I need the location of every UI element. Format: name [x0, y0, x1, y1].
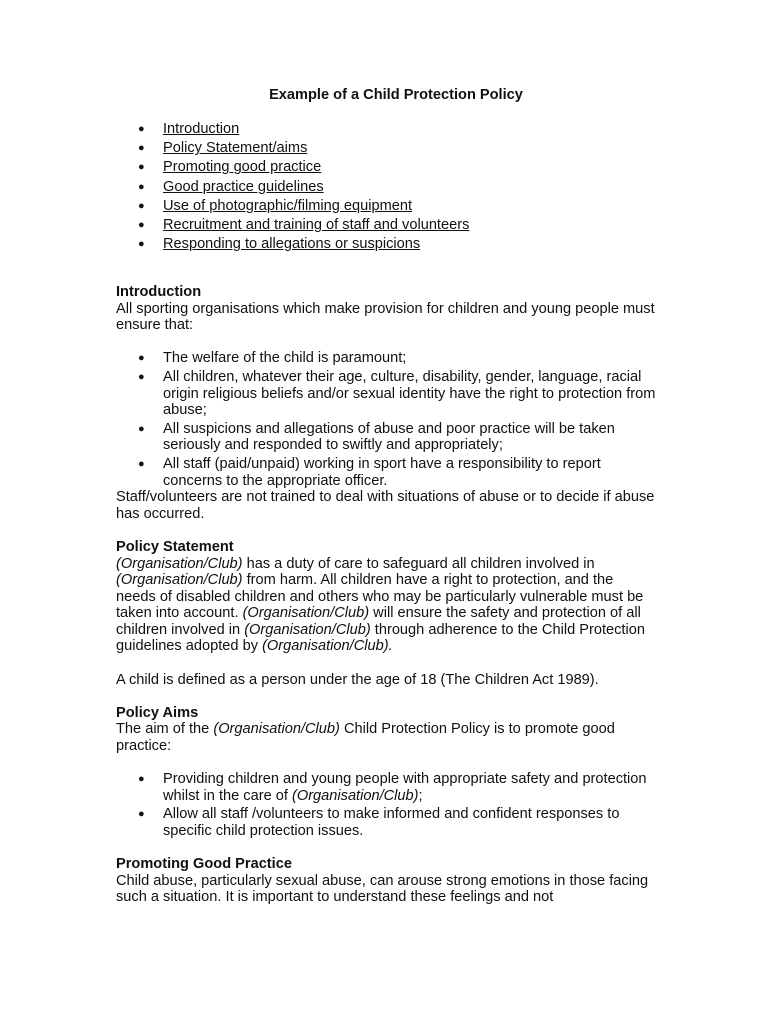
promoting-heading: Promoting Good Practice: [116, 856, 292, 873]
bullet-icon: ●: [138, 352, 145, 365]
bullet-icon: ●: [138, 218, 145, 231]
bullet-icon: ●: [138, 457, 145, 470]
list-item: ● The welfare of the child is paramount;: [138, 350, 407, 367]
toc-item-guidelines: [116, 179, 469, 198]
list-item: ● Providing children and young people with appropriate safety and protection whilst in the care of (Organisation/Club);: [138, 771, 647, 804]
list-item: ● All suspicions and allegations of abuse and poor practice will be taken seriously and responded to swiftly and appropriately;: [138, 420, 615, 454]
bullet-icon: ●: [138, 370, 145, 383]
introduction-lead: All sporting organisations which make provision for children and young people must ensure that:: [116, 300, 655, 334]
toc-item-introduction: [116, 121, 469, 140]
policy-aims-heading: Policy Aims: [116, 704, 199, 721]
list-item: ● All staff (paid/unpaid) working in sport have a responsibility to report concerns to the appropriate officer.: [138, 455, 601, 489]
toc-link-introduction[interactable]: Introduction: [163, 121, 240, 137]
child-definition: A child is defined as a person under the age of 18 (The Children Act 1989).: [116, 671, 599, 688]
toc-link-promoting[interactable]: Promoting good practice: [163, 159, 322, 176]
toc-link-photographic[interactable]: Use of photographic/filming equipment: [163, 197, 413, 214]
introduction-heading: Introduction: [116, 284, 202, 300]
bullet-icon: ●: [138, 180, 145, 193]
bullet-icon: ●: [138, 422, 145, 435]
promoting-text: Child abuse, particularly sexual abuse, can arouse strong emotions in those facing such a situation. It is important to understand these feelings and not: [116, 872, 649, 906]
introduction-closing: Staff/volunteers are not trained to deal with situations of abuse or to decide if abuse has occurred.: [116, 489, 655, 522]
policy-aims-text: The aim of the (Organisation/Club) Child Protection Policy is to promote good practice:: [116, 721, 615, 755]
bullet-icon: ●: [138, 199, 145, 212]
policy-statement-text: (Organisation/Club) has a duty of care to safeguard all children involved in (Organisation/Club) from harm. All children have a right to protection, and the needs of disabled children and others who may be particularly vulnerable must be taken into account. (Organisation/Club) will ensure the safety and protection of all children involved in (Organisation/Club) through adherence to the Child Protection guidelines adopted by (Organisation/Club).: [116, 555, 645, 655]
list-item: ● Allow all staff /volunteers to make informed and confident responses to specific child protection issues.: [138, 806, 620, 839]
bullet-icon: ●: [138, 238, 145, 251]
toc-link-responding[interactable]: Responding to allegations or suspicions: [163, 236, 421, 253]
toc-item-photographic: [116, 198, 469, 217]
bullet-icon: ●: [138, 773, 145, 786]
toc-link-guidelines[interactable]: Good practice guidelines: [163, 178, 324, 195]
toc-link-recruitment[interactable]: Recruitment and training of staff and volunteers: [163, 216, 470, 233]
policy-statement-heading: Policy Statement: [116, 538, 234, 555]
bullet-icon: ●: [138, 142, 145, 155]
toc-item-recruitment: [116, 217, 469, 236]
toc-item-promoting: [116, 159, 469, 178]
bullet-icon: ●: [138, 161, 145, 174]
introduction-bullets: [116, 350, 656, 489]
table-of-contents: [116, 121, 469, 255]
policy-aims-bullets: [116, 771, 656, 839]
bullet-icon: ●: [138, 123, 145, 135]
toc-link-policy-statement[interactable]: Policy Statement/aims: [163, 140, 308, 157]
bullet-icon: ●: [138, 808, 145, 821]
list-item: ● All children, whatever their age, culture, disability, gender, language, racial origin religious beliefs and/or sexual identity have the right to protection from abuse;: [138, 368, 656, 419]
toc-item-responding: [116, 236, 469, 255]
document-body: [116, 284, 656, 906]
page-title: Example of a Child Protection Policy: [269, 87, 523, 103]
toc-item-policy-statement: [116, 140, 469, 159]
